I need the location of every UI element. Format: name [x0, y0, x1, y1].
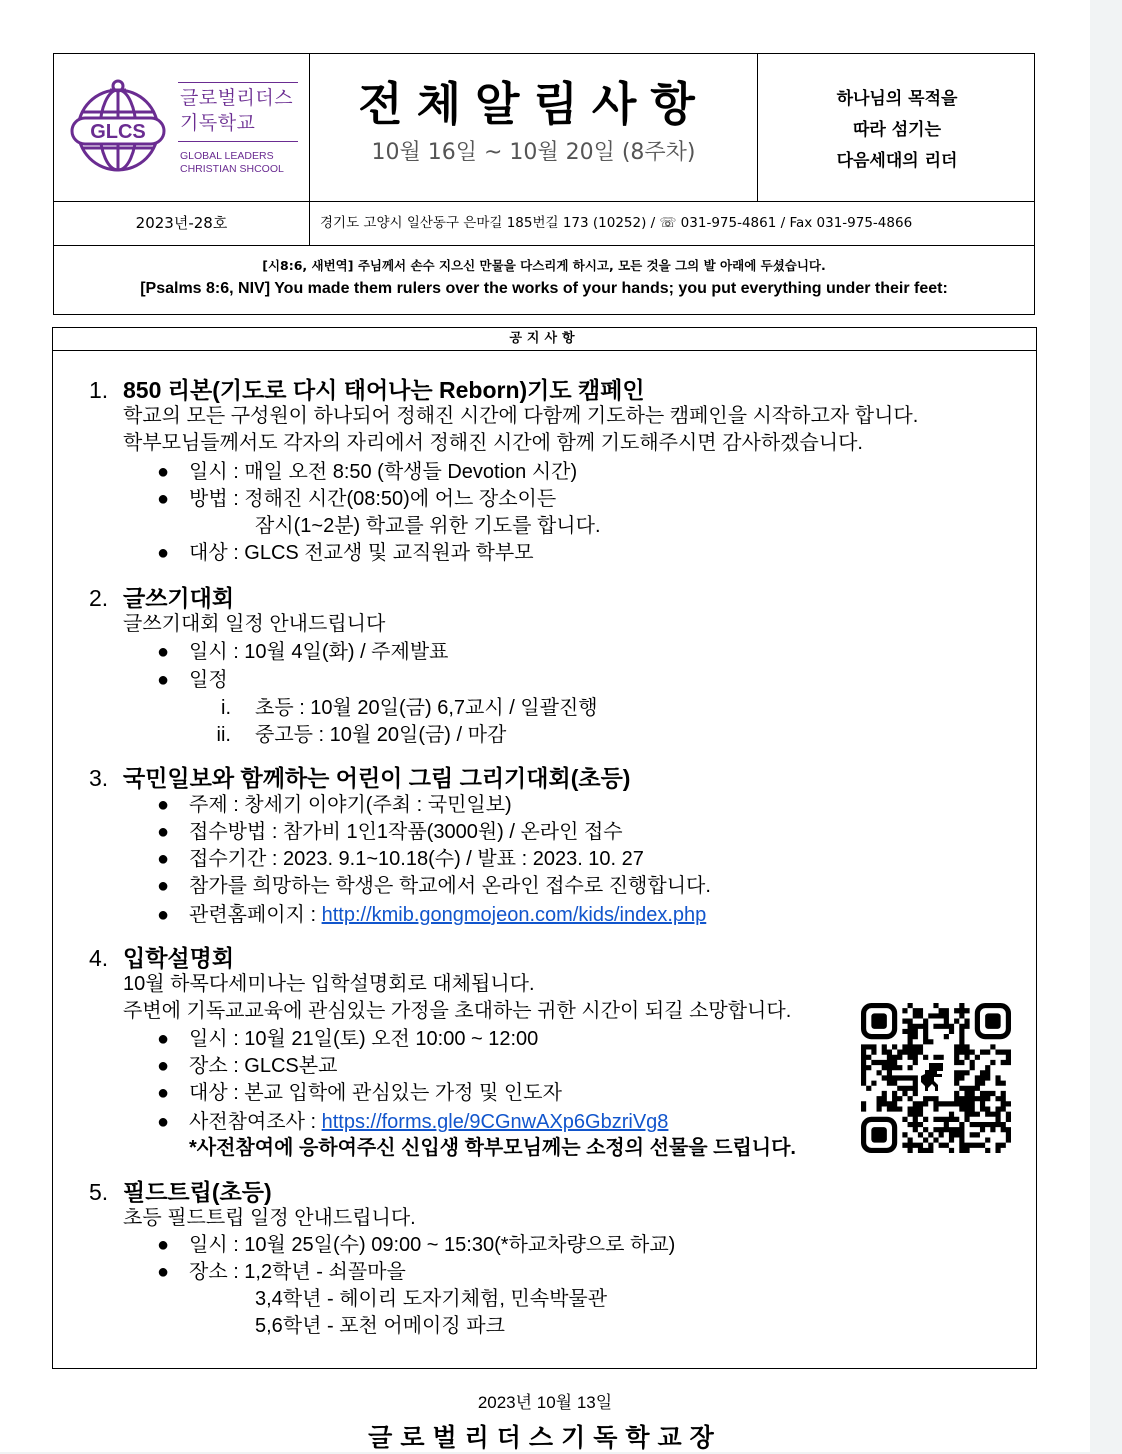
section-3-title [89, 760, 630, 793]
list-item-text: 장소 : GLCS본교 [189, 1055, 338, 1077]
header-row-main [54, 54, 1034, 202]
list-item-text: 관련홈페이지 : [189, 904, 322, 926]
list-item-text: 일정 [189, 669, 228, 691]
logo-korean-name [180, 86, 293, 136]
paragraph: 학부모님들께서도 각자의 자리에서 정해진 시간에 함께 기도해주시면 감사하겠습니다. [123, 432, 863, 454]
bullet-icon: ● [157, 904, 170, 926]
list-item-text: 주제 : 창세기 이야기(주최 : 국민일보) [189, 794, 512, 816]
sub-list-item-text: 초등 : 10월 20일(금) 6,7교시 / 일괄진행 [255, 697, 598, 719]
list-item [157, 872, 711, 900]
motto-line: 따라 섬기는 [852, 120, 942, 140]
list-item-text: 참가를 희망하는 학생은 학교에서 온라인 접수로 진행합니다. [189, 875, 711, 897]
bullet-icon: ● [157, 488, 170, 510]
section-number: 3. [89, 765, 109, 791]
signature-date: 2023년 10월 13일 [477, 1393, 613, 1412]
qr-code-icon [861, 1003, 1011, 1153]
list-item [157, 901, 707, 929]
motto-cell [758, 54, 1036, 201]
list-item [157, 1025, 539, 1053]
list-item-text: 접수방법 : 참가비 1인1작품(3000원) / 온라인 접수 [189, 821, 623, 843]
section-title-text: 글쓰기대회 [123, 585, 235, 611]
header-row-info [54, 202, 1034, 246]
header-divider [309, 202, 310, 245]
verse-korean: [시8:6, 새번역] 주님께서 손수 지으신 만물을 다스리게 하시고, 모든 것을 그의 발 아래에 두셨습니다. [262, 258, 826, 273]
bullet-icon: ● [157, 641, 170, 663]
list-item [157, 638, 449, 666]
list-item-text: 일시 : 10월 25일(수) 09:00 ~ 15:30(*하교차량으로 하교) [189, 1234, 676, 1256]
section-number: 1. [89, 377, 109, 403]
paragraph: 주변에 기독교교육에 관심있는 가정을 초대하는 귀한 시간이 되길 소망합니다. [123, 1000, 792, 1022]
list-item-text: 일시 : 10월 4일(화) / 주제발표 [189, 641, 449, 663]
page-title: 전체알림사항 [358, 77, 709, 131]
logo-rule-bottom [178, 141, 298, 142]
survey-form-link[interactable]: https://forms.gle/9CGnwAXp6GbzriVg8 [321, 1111, 669, 1133]
bullet-icon: ● [157, 1082, 170, 1104]
logo-abbr: GLCS [90, 121, 146, 143]
school-logo [54, 54, 309, 201]
notice-content [53, 328, 1036, 1368]
list-item-text: 일시 : 매일 오전 8:50 (학생들 Devotion 시간) [189, 461, 578, 483]
logo-en-line1: GLOBAL LEADERS [180, 150, 274, 162]
section-title-text: 필드트립(초등) [123, 1179, 272, 1205]
list-item-text: 대상 : 본교 입학에 관심있는 가정 및 인도자 [189, 1082, 562, 1104]
logo-kr-line2: 기독학교 [180, 112, 256, 134]
notice-section [52, 327, 1037, 1369]
roman-numeral: ii. [216, 724, 231, 746]
section-title-text: 국민일보와 함께하는 어린이 그림 그리기대회(초등) [123, 765, 631, 791]
paragraph: 학교의 모든 구성원이 하나되어 정해진 시간에 다함께 기도하는 캠페인을 시작하고자 합니다. [123, 405, 919, 427]
header-row-verse [54, 246, 1034, 314]
paragraph: 초등 필드트립 일정 안내드립니다. [123, 1207, 416, 1229]
list-item-continuation: 3,4학년 - 헤이리 도자기체험, 민속박물관 [255, 1288, 608, 1310]
list-item [157, 1079, 562, 1107]
section-number: 4. [89, 945, 109, 971]
list-item [157, 845, 644, 873]
motto-line: 다음세대의 리더 [836, 151, 958, 171]
date-range: 10월 16일 ~ 10월 20일 (8주차) [371, 140, 696, 165]
section-number: 5. [89, 1179, 109, 1205]
list-item [157, 818, 623, 846]
section-title-text: 입학설명회 [123, 945, 235, 971]
section-5-title [89, 1174, 272, 1207]
sub-list-item [216, 721, 507, 749]
bullet-icon: ● [157, 542, 170, 564]
bullet-icon: ● [157, 848, 170, 870]
logo-kr-line1: 글로벌리더스 [180, 87, 294, 109]
sub-list-item-text: 중고등 : 10월 20일(금) / 마감 [255, 724, 507, 746]
gift-note: *사전참여에 응하여주신 신입생 학부모님께는 소정의 선물을 드립니다. [189, 1137, 796, 1159]
bullet-icon: ● [157, 875, 170, 897]
list-item-text: 대상 : GLCS 전교생 및 교직원과 학부모 [189, 542, 534, 564]
signature-name: 글로벌리더스기독학교장 [368, 1423, 722, 1452]
list-item-text: 일시 : 10월 21일(토) 오전 10:00 ~ 12:00 [189, 1028, 539, 1050]
paragraph: 10월 하목다세미나는 입학설명회로 대체됩니다. [123, 973, 535, 995]
notice-heading: 공지사항 [53, 328, 1036, 351]
bullet-icon: ● [157, 821, 170, 843]
section-1-title [89, 372, 645, 405]
list-item [157, 1258, 406, 1286]
list-item-text: 접수기간 : 2023. 9.1~10.18(수) / 발표 : 2023. 10. 27 [189, 848, 644, 870]
logo-rule-top [178, 82, 298, 83]
header-table [53, 53, 1035, 315]
bullet-icon: ● [157, 1111, 170, 1133]
logo-en-line2: CHRISTIAN SHCOOL [180, 163, 284, 175]
section-number: 2. [89, 585, 109, 611]
list-item [157, 1108, 669, 1136]
list-item [157, 485, 557, 513]
section-2-title [89, 580, 234, 613]
section-4-title [89, 940, 234, 973]
paragraph: 글쓰기대회 일정 안내드립니다 [123, 613, 386, 635]
list-item-continuation: 5,6학년 - 포천 어메이징 파크 [255, 1315, 505, 1337]
bullet-icon: ● [157, 794, 170, 816]
contest-homepage-link[interactable]: http://kmib.gongmojeon.com/kids/index.php [321, 904, 707, 926]
list-item [157, 539, 534, 567]
sub-list-item [221, 694, 598, 722]
title-cell [310, 54, 757, 201]
list-item-text: 방법 : 정해진 시간(08:50)에 어느 장소이든 [189, 488, 557, 510]
motto-line: 하나님의 목적을 [836, 89, 958, 109]
roman-numeral: i. [221, 697, 231, 719]
list-item [157, 1052, 338, 1080]
bullet-icon: ● [157, 461, 170, 483]
list-item [157, 458, 578, 486]
globe-logo-icon [70, 78, 166, 174]
verse-english: [Psalms 8:6, NIV] You made them rulers over the works of your hands; you put everything under their feet: [140, 280, 948, 297]
list-item [157, 791, 512, 819]
logo-english-name [180, 150, 284, 176]
list-item [157, 1231, 676, 1259]
bullet-icon: ● [157, 669, 170, 691]
section-title-text: 850 리본(기도로 다시 태어나는 Reborn)기도 캠페인 [123, 377, 645, 403]
bullet-icon: ● [157, 1234, 170, 1256]
list-item-continuation: 잠시(1~2분) 학교를 위한 기도를 합니다. [255, 515, 601, 537]
bullet-icon: ● [157, 1261, 170, 1283]
list-item-text: 사전참여조사 : [189, 1111, 322, 1133]
bullet-icon: ● [157, 1028, 170, 1050]
list-item-text: 장소 : 1,2학년 - 쇠꼴마을 [189, 1261, 406, 1283]
issue-number: 2023년-28호 [135, 214, 228, 232]
school-address: 경기도 고양시 일산동구 은마길 185번길 173 (10252) / ☏ 031-975-4861 / Fax 031-975-4866 [320, 215, 913, 231]
bullet-icon: ● [157, 1055, 170, 1077]
list-item [157, 666, 228, 694]
